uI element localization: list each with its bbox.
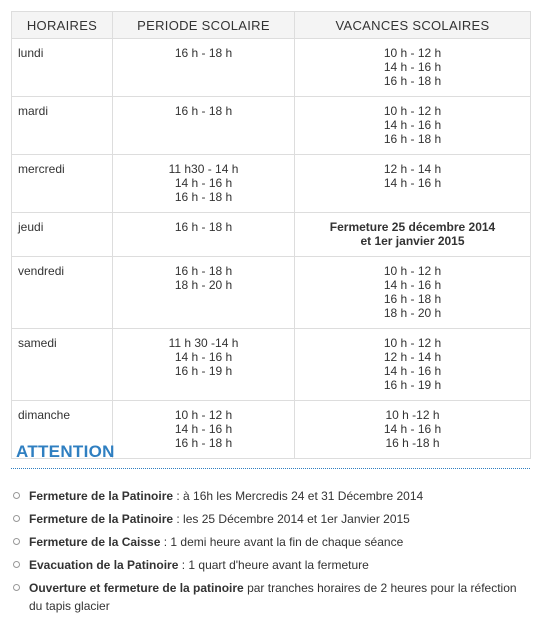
holiday-period-cell xyxy=(295,329,531,401)
school-period-cell xyxy=(113,257,295,329)
time-slot: 16 h - 18 h xyxy=(174,264,233,278)
note-text: par tranches horaires de 2 heures pour la réfection du tapis glacier xyxy=(29,581,517,613)
time-slot: 18 h - 20 h xyxy=(174,278,233,292)
time-slot: 11 h 30 -14 h xyxy=(168,336,239,350)
table-row xyxy=(12,97,531,155)
header-periode-scolaire: PERIODE SCOLAIRE xyxy=(113,12,295,39)
holiday-period-cell xyxy=(295,155,531,213)
schedule-table-wrapper xyxy=(11,11,530,459)
time-slot: 11 h30 - 14 h xyxy=(168,162,239,176)
time-slot: 16 h -18 h xyxy=(385,436,440,450)
time-slot: 16 h - 19 h xyxy=(383,378,442,392)
time-slot: 16 h - 18 h xyxy=(174,190,233,204)
holiday-period-cell xyxy=(295,401,531,459)
list-item xyxy=(11,579,530,615)
time-slot: 10 h - 12 h xyxy=(174,408,233,422)
note-label: Fermeture de la Patinoire xyxy=(29,489,174,503)
holiday-period-cell xyxy=(295,97,531,155)
table-row xyxy=(12,39,531,97)
time-slot: 10 h - 12 h xyxy=(383,264,442,278)
time-slot: et 1er janvier 2015 xyxy=(360,234,465,248)
day-cell: samedi xyxy=(12,329,113,401)
list-item xyxy=(11,556,530,574)
time-slot: 10 h - 12 h xyxy=(383,336,442,350)
time-slot: 12 h - 14 h xyxy=(383,350,442,364)
day-cell: mercredi xyxy=(12,155,113,213)
time-slot: 14 h - 16 h xyxy=(174,350,233,364)
day-cell: vendredi xyxy=(12,257,113,329)
holiday-period-cell xyxy=(295,213,531,257)
circle-bullet-icon xyxy=(13,584,20,591)
note-text: : à 16h les Mercredis 24 et 31 Décembre 2014 xyxy=(173,489,424,503)
time-slot: 18 h - 20 h xyxy=(383,306,442,320)
time-slot: 16 h - 18 h xyxy=(174,46,233,60)
circle-bullet-icon xyxy=(13,561,20,568)
time-slot: 12 h - 14 h xyxy=(383,162,442,176)
school-period-cell xyxy=(113,155,295,213)
time-slot: 10 h -12 h xyxy=(385,408,440,422)
school-period-cell xyxy=(113,97,295,155)
time-slot: 10 h - 12 h xyxy=(383,104,442,118)
school-period-cell xyxy=(113,329,295,401)
schedule-table xyxy=(11,11,531,459)
table-header-row xyxy=(12,12,531,39)
list-item xyxy=(11,533,530,551)
day-cell: dimanche xyxy=(12,401,113,459)
holiday-period-cell xyxy=(295,39,531,97)
note-label: Fermeture de la Patinoire xyxy=(29,512,174,526)
attention-list xyxy=(11,487,530,620)
time-slot: 16 h - 18 h xyxy=(174,436,233,450)
school-period-cell xyxy=(113,401,295,459)
time-slot: 14 h - 16 h xyxy=(383,176,442,190)
time-slot: 14 h - 16 h xyxy=(174,422,233,436)
day-cell: mardi xyxy=(12,97,113,155)
time-slot: 16 h - 18 h xyxy=(383,74,442,88)
list-item xyxy=(11,487,530,505)
attention-divider xyxy=(11,468,530,469)
note-text: : 1 demi heure avant la fin de chaque séance xyxy=(160,535,404,549)
time-slot: 14 h - 16 h xyxy=(383,364,442,378)
time-slot: 10 h - 12 h xyxy=(383,46,442,60)
circle-bullet-icon xyxy=(13,492,20,499)
day-cell: lundi xyxy=(12,39,113,97)
time-slot: 14 h - 16 h xyxy=(383,118,442,132)
time-slot: 14 h - 16 h xyxy=(174,176,233,190)
school-period-cell xyxy=(113,213,295,257)
holiday-period-cell xyxy=(295,257,531,329)
table-row xyxy=(12,257,531,329)
table-row xyxy=(12,329,531,401)
time-slot: 16 h - 18 h xyxy=(383,292,442,306)
note-label: Ouverture et fermeture de la patinoire xyxy=(29,581,244,595)
time-slot: 14 h - 16 h xyxy=(383,60,442,74)
time-slot: 16 h - 18 h xyxy=(383,132,442,146)
attention-heading: ATTENTION xyxy=(16,442,115,461)
school-period-cell xyxy=(113,39,295,97)
header-horaires: HORAIRES xyxy=(12,12,113,39)
time-slot: 14 h - 16 h xyxy=(383,422,442,436)
table-row xyxy=(12,213,531,257)
list-item xyxy=(11,510,530,528)
time-slot: Fermeture 25 décembre 2014 xyxy=(329,220,496,234)
time-slot: 16 h - 19 h xyxy=(174,364,233,378)
time-slot: 16 h - 18 h xyxy=(174,104,233,118)
note-label: Evacuation de la Patinoire xyxy=(29,558,179,572)
time-slot: 16 h - 18 h xyxy=(174,220,233,234)
note-text: : les 25 Décembre 2014 et 1er Janvier 2015 xyxy=(173,512,410,526)
schedule-table-body xyxy=(12,39,531,459)
time-slot: 14 h - 16 h xyxy=(383,278,442,292)
note-label: Fermeture de la Caisse xyxy=(29,535,161,549)
table-row xyxy=(12,155,531,213)
circle-bullet-icon xyxy=(13,538,20,545)
day-cell: jeudi xyxy=(12,213,113,257)
circle-bullet-icon xyxy=(13,515,20,522)
note-text: : 1 quart d'heure avant la fermeture xyxy=(178,558,369,572)
header-vacances-scolaires: VACANCES SCOLAIRES xyxy=(295,12,531,39)
